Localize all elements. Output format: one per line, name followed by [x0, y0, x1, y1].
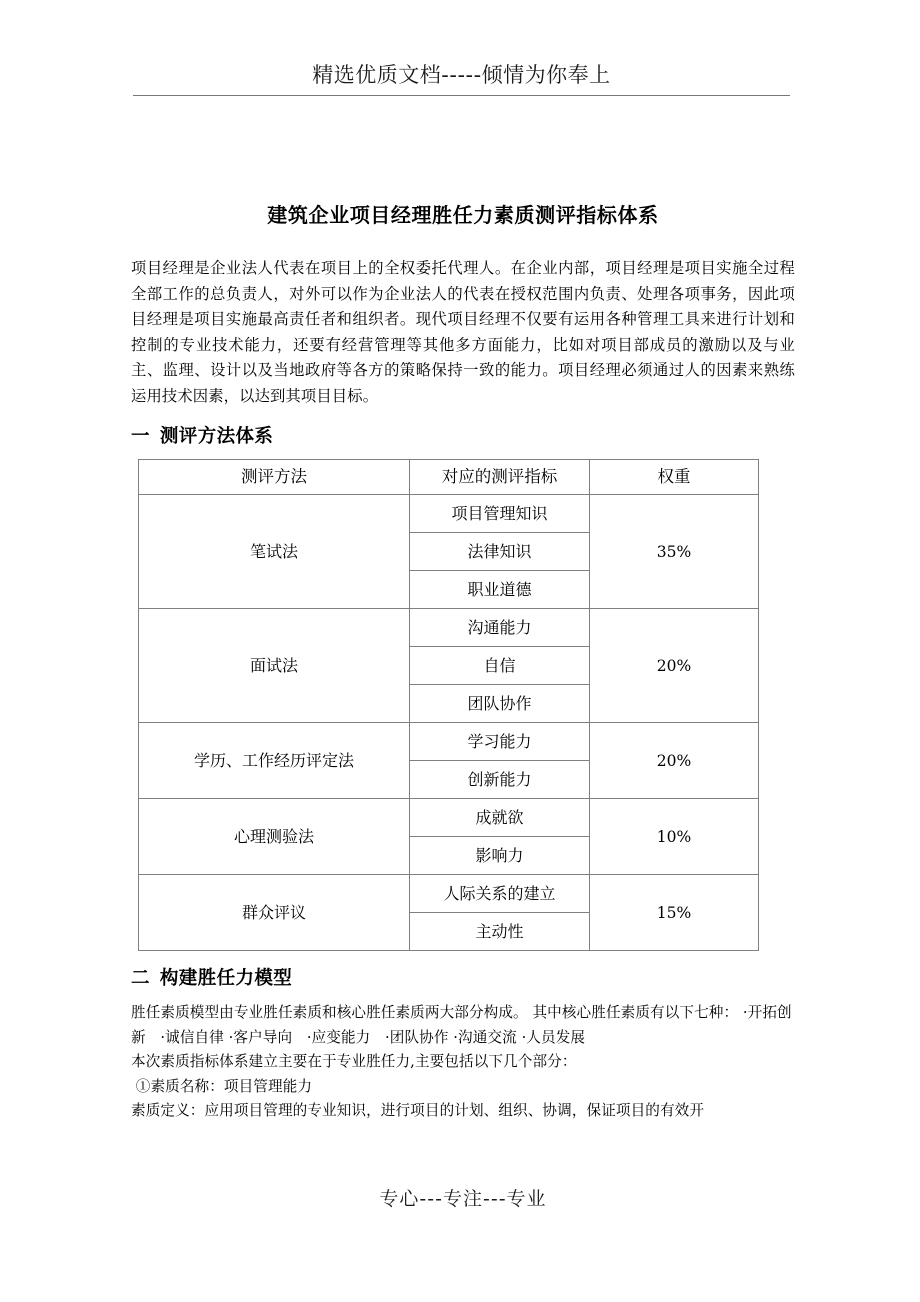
cell-indicator: 项目管理知识 — [410, 495, 590, 533]
cell-method: 笔试法 — [139, 495, 410, 609]
cell-indicator: 创新能力 — [410, 761, 590, 799]
cell-method: 面试法 — [139, 609, 410, 723]
cell-indicator: 法律知识 — [410, 533, 590, 571]
section-one-title: 测评方法体系 — [159, 426, 274, 447]
section-one-heading — [131, 423, 795, 451]
column-header-weight: 权重 — [590, 460, 759, 495]
column-header-method: 测评方法 — [139, 460, 410, 495]
cell-indicator: 职业道德 — [410, 571, 590, 609]
cell-indicator: 成就欲 — [410, 799, 590, 837]
footer-text: 专心---专注---专业 — [379, 1188, 547, 1210]
table-row — [139, 799, 759, 837]
cell-indicator: 团队协作 — [410, 685, 590, 723]
section-two-number: 二 — [131, 968, 150, 989]
document-content — [131, 200, 795, 1124]
cell-indicator: 影响力 — [410, 837, 590, 875]
section-two-title: 构建胜任力模型 — [159, 968, 293, 989]
table-row — [139, 609, 759, 647]
section-one-number: 一 — [131, 426, 150, 447]
cell-weight: 35% — [590, 495, 759, 609]
cell-indicator: 自信 — [410, 647, 590, 685]
page-title: 建筑企业项目经理胜任力素质测评指标体系 — [267, 203, 659, 227]
cell-weight: 15% — [590, 875, 759, 951]
cell-method: 学历、工作经历评定法 — [139, 723, 410, 799]
cell-method: 群众评议 — [139, 875, 410, 951]
section-two-heading — [131, 965, 795, 993]
cell-indicator: 人际关系的建立 — [410, 875, 590, 913]
cell-weight: 20% — [590, 609, 759, 723]
cell-weight: 20% — [590, 723, 759, 799]
table-row — [139, 875, 759, 913]
document-header — [133, 62, 790, 88]
document-footer — [131, 1186, 795, 1212]
header-divider — [133, 95, 790, 96]
section-two-body — [131, 1001, 795, 1124]
cell-method: 心理测验法 — [139, 799, 410, 875]
section-two-line: 胜任素质模型由专业胜任素质和核心胜任素质两大部分构成。 其中核心胜任素质有以下七种： ·开拓创新 ·诚信自律 ·客户导向 ·应变能力 ·团队协作 ·沟通交流 ·人员发展 — [131, 1004, 792, 1046]
cell-weight: 10% — [590, 799, 759, 875]
intro-paragraph: 项目经理是企业法人代表在项目上的全权委托代理人。在企业内部，项目经理是项目实施全过程全部工作的总负责人，对外可以作为企业法人的代表在授权范围内负责、处理各项事务，因此项目经理是项目实施最高责任者和组织者。现代项目经理不仅要有运用各种管理工具来进行计划和控制的专业技术能力，还要有经营管理等其他多方面能力，比如对项目部成员的激励以及与业主、监理、设计以及当地政府等各方的策略保持一致的能力。项目经理必须通过人的因素来熟练运用技术因素，以达到其项目目标。 — [131, 259, 795, 405]
section-two-line: 素质定义：应用项目管理的专业知识，进行项目的计划、组织、协调，保证项目的有效开 — [131, 1102, 705, 1119]
table-row — [139, 723, 759, 761]
header-text: 精选优质文档-----倾情为你奉上 — [312, 63, 611, 87]
section-two-line: 本次素质指标体系建立主要在于专业胜任力,主要包括以下几个部分： — [131, 1053, 577, 1070]
cell-indicator: 学习能力 — [410, 723, 590, 761]
cell-indicator: 主动性 — [410, 913, 590, 951]
table-header-row — [139, 460, 759, 495]
section-two-line: ①素质名称：项目管理能力 — [131, 1077, 313, 1095]
cell-indicator: 沟通能力 — [410, 609, 590, 647]
column-header-indicator: 对应的测评指标 — [410, 460, 590, 495]
assessment-method-table — [138, 459, 759, 951]
table-row — [139, 495, 759, 533]
